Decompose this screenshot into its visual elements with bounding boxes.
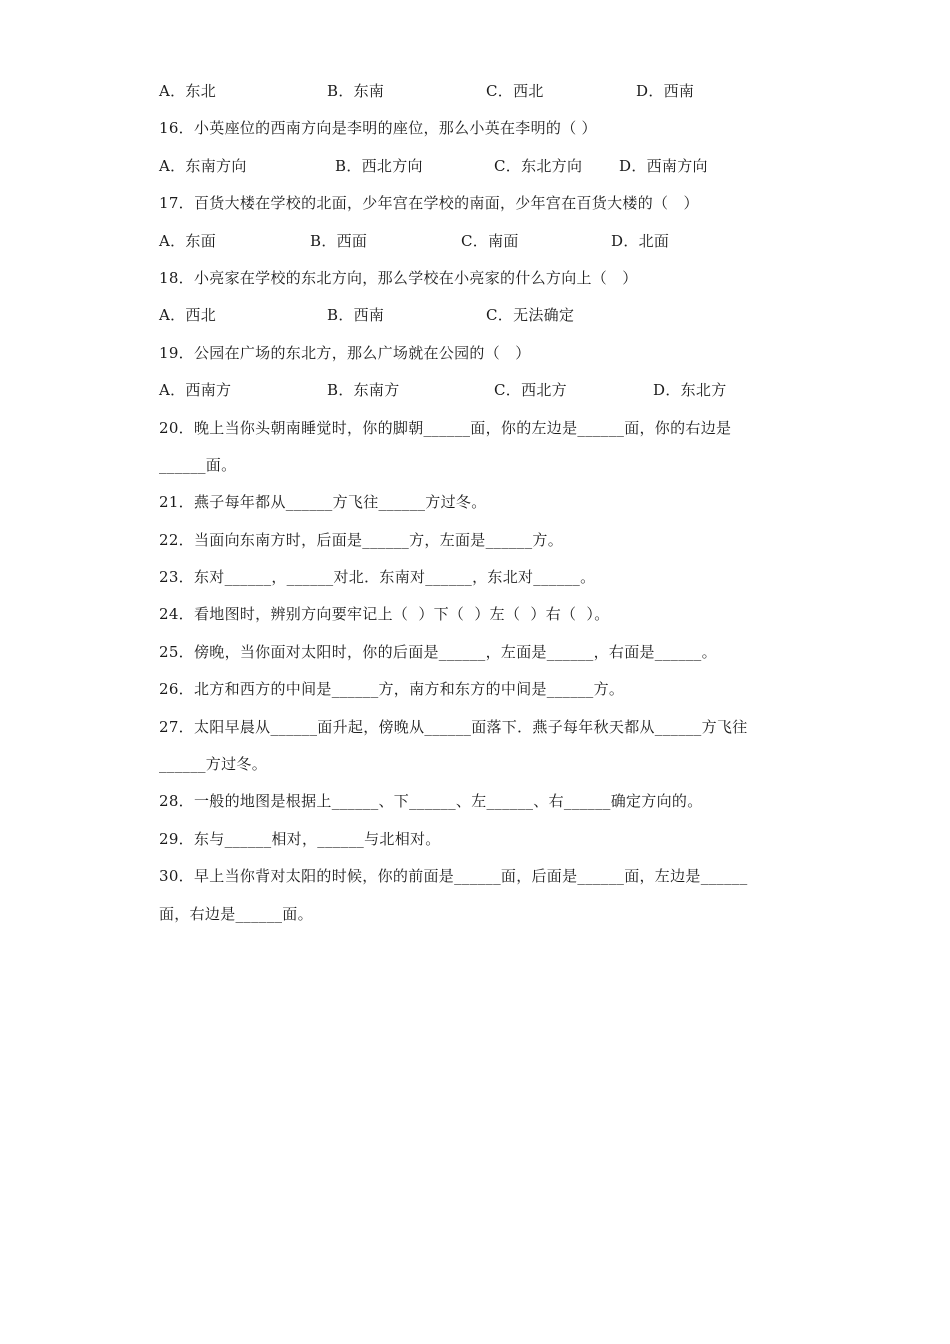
question-20: 20．晚上当你头朝南睡觉时，你的脚朝______面，你的左边是______面，你的右边是 [159,418,732,437]
question-23: 23．东对______，______对北．东南对______，东北对______。 [159,568,596,587]
question-25: 25．傍晚，当你面对太阳时，你的后面是______，左面是______，右面是______。 [159,642,717,661]
question-26: 26．北方和西方的中间是______方，南方和东方的中间是______方。 [159,680,625,699]
option-d: D．西南 [636,82,695,100]
question-27: 27．太阳早晨从______面升起，傍晚从______面落下．燕子每年秋天都从______方飞往 [159,717,748,736]
option-d: D．东北方 [653,381,727,400]
question-29: 29．东与______相对，______与北相对。 [159,829,441,848]
question-28: 28．一般的地图是根据上______、下______、左______、右______确定方向的。 [159,792,703,811]
question-17: 17．百货大楼在学校的北面，少年宫在学校的南面，少年宫在百货大楼的（ ） [159,194,699,213]
question-19: 19．公园在广场的东北方，那么广场就在公园的（ ） [159,343,531,362]
worksheet-page [159,78,799,938]
option-b: B．西面 [310,231,368,250]
option-c: C．西北 [486,82,544,100]
question-18: 18．小亮家在学校的东北方向，那么学校在小亮家的什么方向上（ ） [159,268,638,287]
option-c: C．无法确定 [486,306,575,325]
option-a: A．西南方 [159,381,232,400]
question-21: 21．燕子每年都从______方飞往______方过冬。 [159,493,487,512]
question-24: 24．看地图时，辨别方向要牢记上（ ）下（ ）左（ ）右（ ）。 [159,605,610,624]
option-c: C．东北方向 [494,156,583,175]
options-row-q15 [159,78,799,115]
question-30-continued: 面，右边是______面。 [159,904,313,923]
question-16: 16．小英座位的西南方向是李明的座位，那么小英在李明的（ ） [159,119,597,138]
options-row-q18 [159,302,799,339]
question-20-continued: ______面。 [159,455,237,474]
options-row-q19 [159,377,799,414]
option-a: A．东面 [159,231,217,250]
options-row-q17 [159,228,799,265]
question-27-continued: ______方过冬。 [159,755,268,774]
option-b: B．东南方 [327,381,400,400]
options-row-q16 [159,153,799,190]
option-a: A．西北 [159,306,217,325]
option-c: C．南面 [461,231,519,250]
option-d: D．西南方向 [619,156,708,175]
question-22: 22．当面向东南方时，后面是______方，左面是______方。 [159,530,563,549]
option-b: B．西北方向 [335,156,423,175]
option-a: A．东南方向 [159,156,247,175]
option-c: C．西北方 [494,381,567,400]
option-b: B．东南 [327,82,385,100]
option-a: A．东北 [159,82,217,100]
question-30: 30．早上当你背对太阳的时候，你的前面是______面，后面是______面，左边是______ [159,867,748,886]
option-b: B．西南 [327,306,385,325]
option-d: D．北面 [611,231,670,250]
